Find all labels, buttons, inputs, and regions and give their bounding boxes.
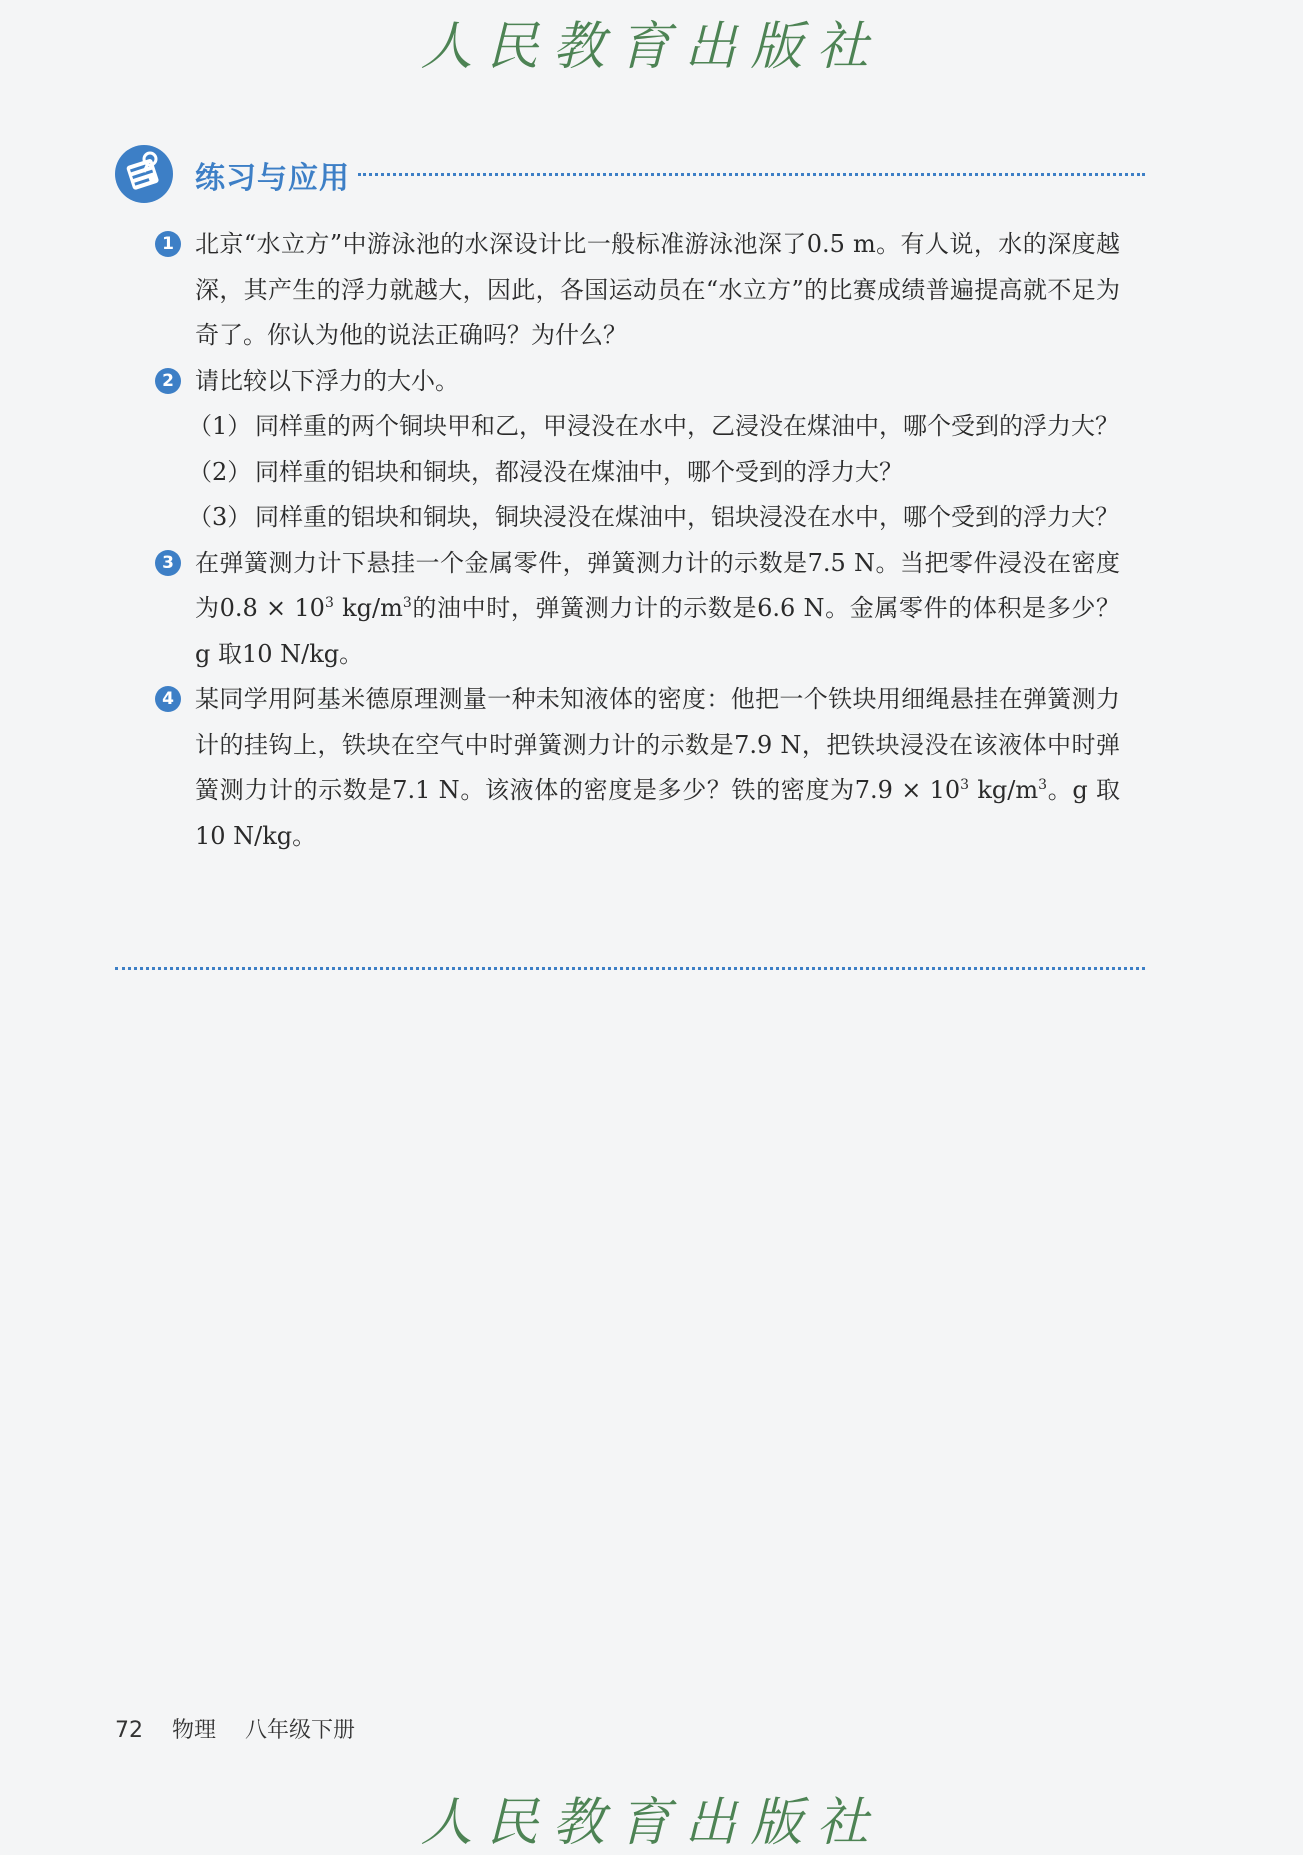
page-number: 72 [115, 1718, 143, 1743]
question-number-badge: 1 [155, 231, 181, 257]
question-2 [155, 359, 1120, 405]
exponent: 3 [324, 595, 334, 611]
exponent: 3 [1038, 777, 1048, 793]
question-4 [155, 677, 1120, 859]
question-text-part: 的油中时，弹簧测力计的示数是6.6 N。金属零件的体积是多少？ g 取10 N/kg。 [195, 594, 1121, 668]
section-header [115, 145, 1145, 205]
sub-question-text: 同样重的铝块和铜块，都浸没在煤油中，哪个受到的浮力大？ [255, 457, 903, 486]
book-subject: 物理 [172, 1718, 217, 1743]
section-divider-bottom [115, 967, 1145, 970]
book-volume: 八年级下册 [245, 1718, 356, 1743]
sub-question-2 [155, 450, 1120, 496]
sub-question-text: 同样重的铝块和铜块，铜块浸没在煤油中，铝块浸没在水中，哪个受到的浮力大？ [255, 503, 1119, 531]
publisher-watermark-top: 人民教育出版社 [420, 17, 883, 77]
sub-question-3 [155, 495, 1120, 541]
exponent: 3 [960, 777, 970, 793]
section-title: 练习与应用 [195, 161, 350, 196]
page-footer [115, 1713, 377, 1744]
exponent: 3 [402, 595, 412, 611]
question-text: 北京“水立方”中游泳池的水深设计比一般标准游泳池深了0.5 m。有人说，水的深度越深，其产生的浮力就越大，因此，各国运动员在“水立方”的比赛成绩普遍提高就不足为奇了。你认为他的说法正确吗？为什么？ [195, 230, 1120, 349]
sub-question-label: （1） [188, 412, 252, 440]
question-text-part: 。g 取10 N/kg。 [195, 776, 1120, 850]
question-text-part: kg/m [969, 776, 1039, 804]
question-text: 请比较以下浮力的大小。 [195, 366, 459, 395]
question-text-part: kg/m [333, 594, 403, 622]
question-number-badge: 2 [155, 368, 181, 394]
exercise-list [155, 222, 1120, 859]
section-divider-top [358, 173, 1145, 176]
question-number-badge: 3 [155, 550, 181, 576]
question-number-badge: 4 [155, 686, 181, 712]
sub-question-label: （3） [188, 503, 252, 531]
question-text-part: 在弹簧测力计下悬挂一个金属零件，弹簧测力计的示数是7.5 N。当把零件浸没在密度为0.8 × 10 [195, 548, 1120, 622]
sub-question-label: （2） [188, 457, 252, 486]
notebook-pin-icon [115, 145, 173, 203]
question-text [195, 541, 1120, 678]
publisher-watermark-bottom: 人民教育出版社 [420, 1793, 883, 1853]
question-text [195, 677, 1120, 859]
sub-question-1 [155, 404, 1120, 450]
question-1 [155, 222, 1120, 359]
sub-question-text: 同样重的两个铜块甲和乙，甲浸没在水中，乙浸没在煤油中，哪个受到的浮力大？ [255, 412, 1119, 440]
question-text-part: 某同学用阿基米德原理测量一种未知液体的密度：他把一个铁块用细绳悬挂在弹簧测力计的挂钩上，铁块在空气中时弹簧测力计的示数是7.9 N，把铁块浸没在该液体中时弹簧测力计的示数是7.1 N。该液体的密度是多少？铁的密度为7.9 × 10 [195, 685, 1120, 804]
question-3 [155, 541, 1120, 678]
